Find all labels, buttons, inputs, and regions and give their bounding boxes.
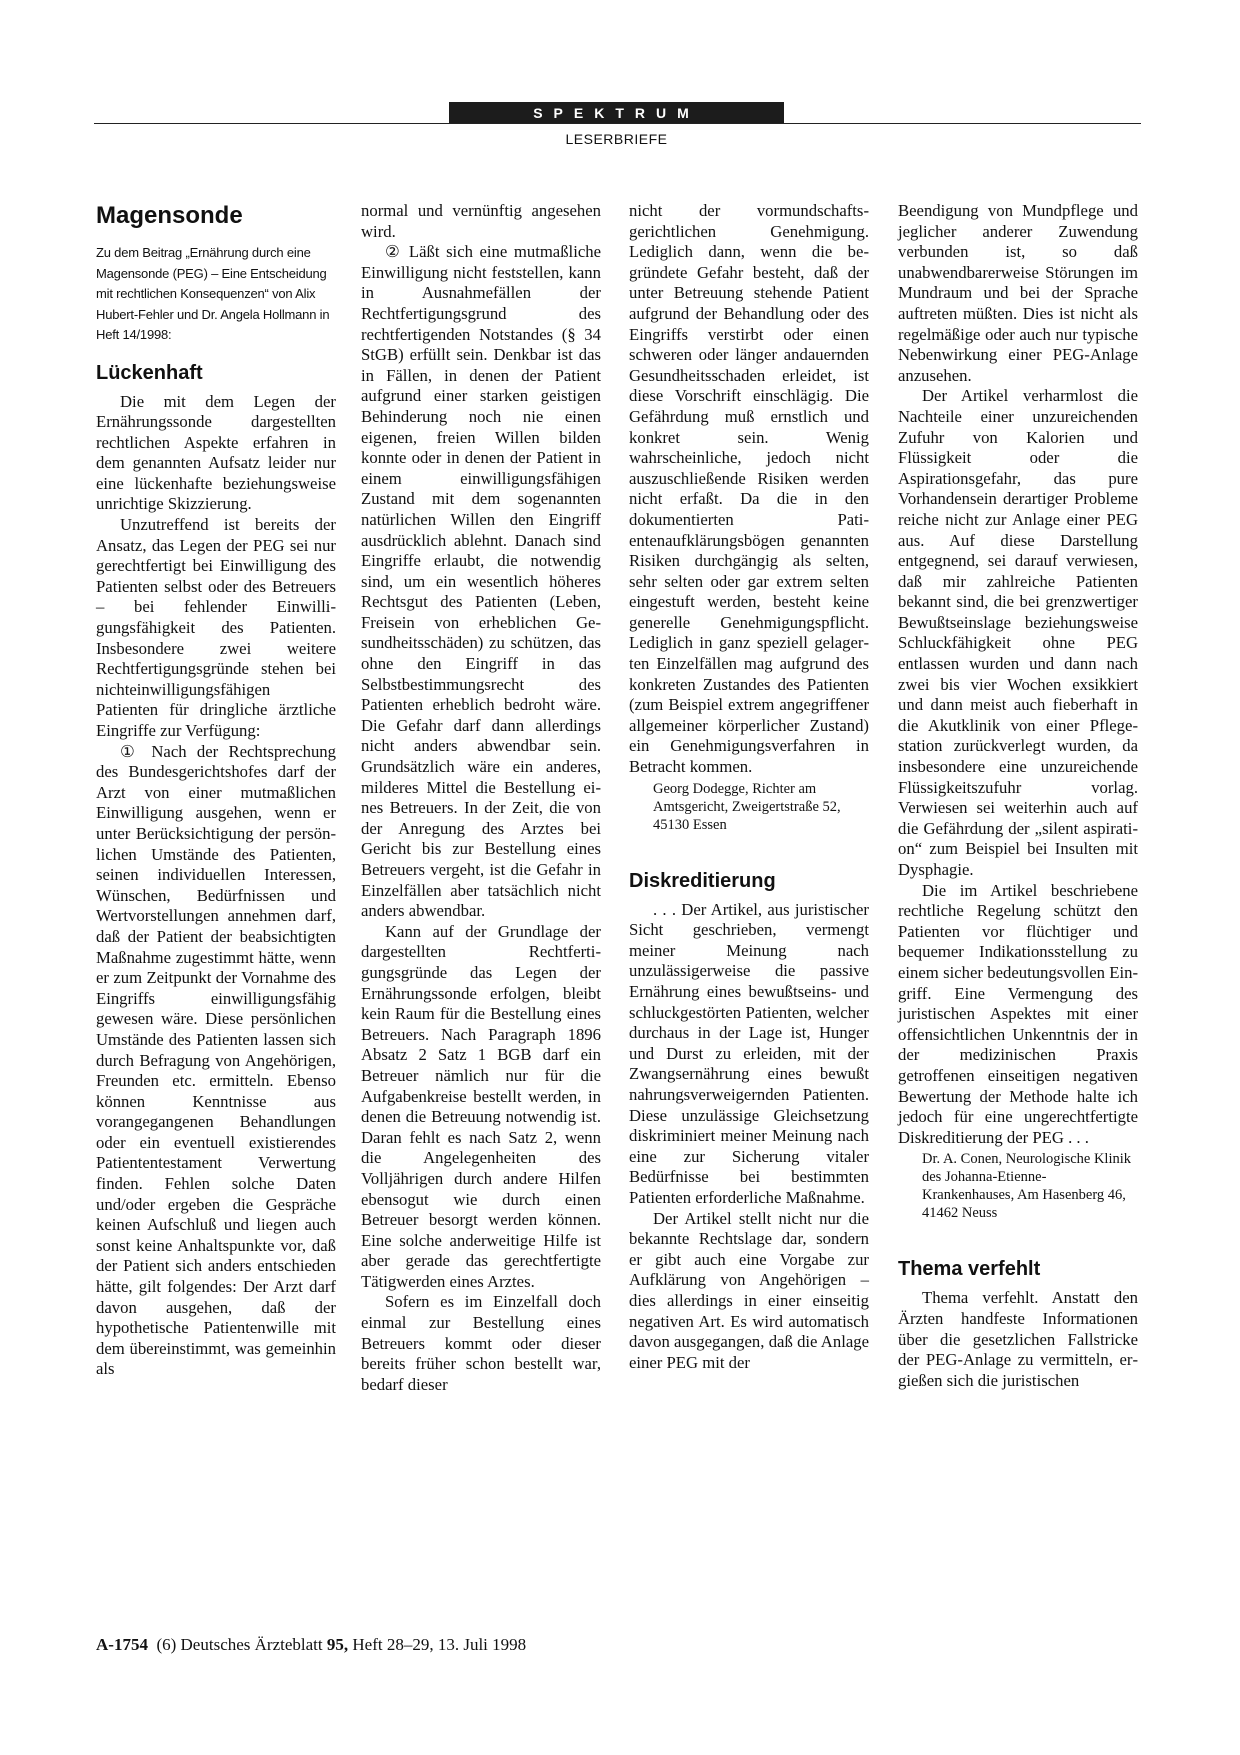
column-2: [361, 201, 601, 1395]
letter-2-paragraph: Die im Artikel beschriebene rechtliche Regelung schützt den Patienten vor flüchtiger und bequemer Indikationsstellung zu einem sicher bedeutungsvollen Eingriff. Eine Vermengung des juristischen Aspektes mit einer offensichtlichen Unkenntnis der in der medizinischen Praxis getroffenen einseitigen negativen Bewertung der Methode halte ich jedoch für eine ungerechtfertigte Diskreditierung der PEG . . .: [898, 880, 1138, 1147]
article-title: Magensonde: [96, 202, 243, 229]
letter-1-paragraph: Sofern es im Einzelfall doch einmal zur Bestellung eines Betreuers kommt oder dieser bereits früher schon bestellt war, bedarf dieser: [361, 1292, 601, 1394]
issue-page: (6): [156, 1635, 177, 1654]
letter-2-paragraph: Der Artikel stellt nicht nur die bekannte Rechtslage dar, sondern er gibt auch eine Vorgabe zur Aufklärung von Angehörigen – dies allerdings in einer einseitig negativen Art. Es wird automatisch davon ausgegangen, daß die Anlage einer PEG mit der: [629, 1208, 869, 1372]
column-1: [96, 201, 336, 1380]
page-number: A-1754: [96, 1635, 148, 1654]
letter-2-paragraph: . . . Der Artikel, aus juristischer Sicht geschrieben, vermengt meiner Meinung nach unzulässigerweise die passive Ernährung eines bewußtseins- und schluckgestörten Patienten, welcher durchaus in der Lage ist, Hunger und Durst zu erleiden, mit der Zwangsernährung eines bewußt nahrungsverweigernden Patienten. Diese unzulässige Gleichsetzung diskriminiert meiner Meinung nach eine zur Sicherung vitaler Bedürfnisse bei bestimmten Patienten erforderliche Maßnahme.: [629, 899, 869, 1207]
letter-1-paragraph: Kann auf der Grundlage der dargestellten Rechtfertigungsgründe das Legen der Ernährungssonde erfolgen, bleibt kein Raum für die Bestellung eines Betreuers. Nach Paragraph 1896 Absatz 2 Satz 1 BGB darf ein Betreuer nämlich nur für die Aufgabenkreise bestellt werden, in denen die Betreuung notwendig ist. Daran fehlt es nach Satz 2, wenn die Angelegenheiten des Volljährigen durch andere Hilfen ebensogut wie durch einen Betreuer besorgt werden können. Eine solche anderweitige Hilfe ist aber gerade das gerechtfertigte Tätigwerden eines Arztes.: [361, 921, 601, 1291]
letter-1-paragraph: ② Läßt sich eine mutmaßliche Einwilligung nicht feststellen, kann in Ausnahmefällen der Rechtfertigungsgrund des rechtfertigenden Notstandes (§ 34 StGB) erfüllt sein. Denkbar ist das in Fällen, in denen der Patient aufgrund einer starken geistigen Behinderung noch nie einen eigenen, freien Willen bilden konnte oder in denen der Patient in einem einwilligungsfähigen Zustand mit dem sogenannten natürlichen Willen den Eingriff ausdrücklich ablehnt. Danach sind Eingriffe erlaubt, die notwendig sind, um ein wesentlich höheres Rechtsgut des Patienten (Leben, Freisein von erheblichen Gesundheitsschäden) zu schützen, das ohne den Eingriff in das Selbstbestimmungsrecht des Patienten erheblich bedroht wäre. Die Gefahr darf dann allerdings nicht anders abwendbar sein. Grundsätzlich wäre ein anderes, milderes Mittel die Bestellung eines Betreuers. In der Zeit, die von der Anregung des Arztes bei Gericht bis zur Bestellung eines Betreuers vergeht, ist die Gefahr in Einzelfällen aber tatsächlich nicht anders abwendbar.: [361, 242, 601, 921]
journal-volume: 95,: [326, 1635, 349, 1654]
letter-3-paragraph: Thema verfehlt. Anstatt den Ärzten handfeste Informationen über die gesetzlichen Fallstricke der PEG-Anlage zu vermitteln, ergießen sich die juristischen: [898, 1288, 1138, 1390]
letter-1-paragraph-continued: nicht der vormundschaftsgerichtlichen Genehmigung. Lediglich dann, wenn die begründete Gefahr besteht, daß der unter Betreuung stehende Patient aufgrund der Behandlung oder des Eingriffs verstirbt oder einen schweren oder länger andauernden Gesundheitsschaden erleidet, ist diese Vorschrift einschlägig. Die Gefährdung muß ernstlich und konkret sein. Wenig wahrscheinliche, jedoch nicht auszuschließende Risiken werden nicht erfaßt. Da die in den dokumentierten Patientenaufklärungsbögen genannten Risiken durchgängig als selten, sehr selten oder gar extrem selten eingestuft werden, besteht keine generelle Genehmigungspflicht. Lediglich in ganz speziell gelagerten Einzelfällen mag aufgrund des konkreten Zustandes des Patienten (zum Beispiel extrem angegriffener allgemeiner körperlicher Zustand) ein Genehmigungsverfahren in Betracht kommen.: [629, 201, 869, 777]
column-3: [629, 201, 869, 1373]
letter-1-paragraph-continued: normal und vernünftig angesehen wird.: [361, 201, 601, 241]
letter-2-paragraph: Der Artikel verharmlost die Nachteile einer unzureichenden Zufuhr von Kalorien und Flüssigkeit oder die Aspirationsgefahr, das pure Vorhandensein derartiger Probleme reiche nicht zur Anlage einer PEG aus. Auf diese Darstellung entgegnend, sei darauf verwiesen, daß mir zahlreiche Patienten bekannt sind, die bei grenzwertiger Bewußtseinslage beziehungsweise Schluckfähigkeit ohne PEG entlassen wurden und dann nach zwei bis vier Wochen exsikkiert und dann meist auch fieberhaft in die Akutklinik von einer Pflegestation zurückverlegt wurden, da insbesondere eine unzureichende Flüssigkeitszufuhr vorlag. Verwiesen sei weiterhin auch auf die Gefährdung der „silent aspiration“ zum Beispiel bei Insulten mit Dysphagie.: [898, 386, 1138, 879]
letter-1-paragraph: Unzutreffend ist bereits der Ansatz, das Legen der PEG sei nur gerechtfertigt bei Einwilligung des Patienten selbst oder des Betreuers – bei fehlender Einwilligungsfähigkeit des Patienten. Insbesondere zwei weitere Rechtfertigungsgründe stehen bei nichteinwilligungsfähigen Patienten für dringliche ärztliche Eingriffe zur Verfügung:: [96, 515, 336, 740]
article-lead: Zu dem Beitrag „Ernährung durch eine Magensonde (PEG) – Eine Entscheidung mit rechtlichen Konsequenzen“ von Alix Hubert-Fehler und Dr. Angela Hollmann in Heft 14/1998:: [96, 245, 330, 342]
section-band: SPEKTRUM: [449, 102, 784, 124]
journal-name: Deutsches Ärzteblatt: [180, 1635, 323, 1654]
header-rule: [94, 123, 1141, 124]
page-footer: [96, 1635, 526, 1655]
letter-1-paragraph: Die mit dem Legen der Ernährungssonde dargestellten rechtlichen Aspekte erfahren in dem genannten Aufsatz leider nur eine lückenhafte beziehungsweise unrichtige Skizzierung.: [96, 391, 336, 514]
letter-1-paragraph: ① Nach der Rechtsprechung des Bundesgerichtshofes darf der Arzt von einer mutmaßlichen Einwilligung ausgehen, wenn er unter Berücksichtigung der persönlichen Umstände des Patienten, seinen individuellen Interessen, Wünschen, Bedürfnissen und Wertvorstellungen annehmen darf, daß der Patient der beabsichtigten Maßnahme zugestimmt hätte, wenn er zum Zeitpunkt der Vornahme des Eingriffs einwilligungsfähig gewesen wäre. Diese persönlichen Umstände des Patienten lassen sich durch Befragung von Angehörigen, Freunden etc. ermitteln. Ebenso können Kenntnisse aus vorangegangenen Behandlungen oder ein eventuell existierendes Patiententestament Verwertung finden. Fehlen solche Daten und/oder ergeben die Gespräche keinen Aufschluß und liegen auch sonst keine Anhaltspunkte vor, daß der Patient sich anders entschieden hätte, gilt folgendes: Der Arzt darf davon ausgehen, daß der hypothetische Patientenwille mit dem übereinstimmt, was gemeinhin als: [96, 741, 336, 1379]
letter-heading-1: Lückenhaft: [96, 361, 203, 384]
letter-2-paragraph-continued: Beendigung von Mundpflege und jeglicher anderer Zuwendung verbunden ist, so daß unabwendbarerweise Störungen im Mundraum und bei der Sprache auftreten müßten. Dies ist nicht als regelmäßige oder auch nur typische Nebenwirkung einer PEG-Anlage anzusehen.: [898, 201, 1138, 385]
subsection-label: LESERBRIEFE: [565, 131, 668, 147]
letter-2-signature: Dr. A. Conen, Neurologische Klinik des Johanna-Etienne-Krankenhauses, Am Hasenberg 46, 41462 Neuss: [922, 1151, 1132, 1222]
journal-issue: Heft 28–29, 13. Juli 1998: [352, 1635, 527, 1654]
letter-heading-2: Diskreditierung: [629, 869, 776, 892]
letter-heading-3: Thema verfehlt: [898, 1258, 1041, 1281]
letter-1-signature: Georg Dodegge, Richter am Amtsgericht, Zweigertstraße 52, 45130 Essen: [653, 780, 841, 833]
column-4: [898, 201, 1138, 1391]
